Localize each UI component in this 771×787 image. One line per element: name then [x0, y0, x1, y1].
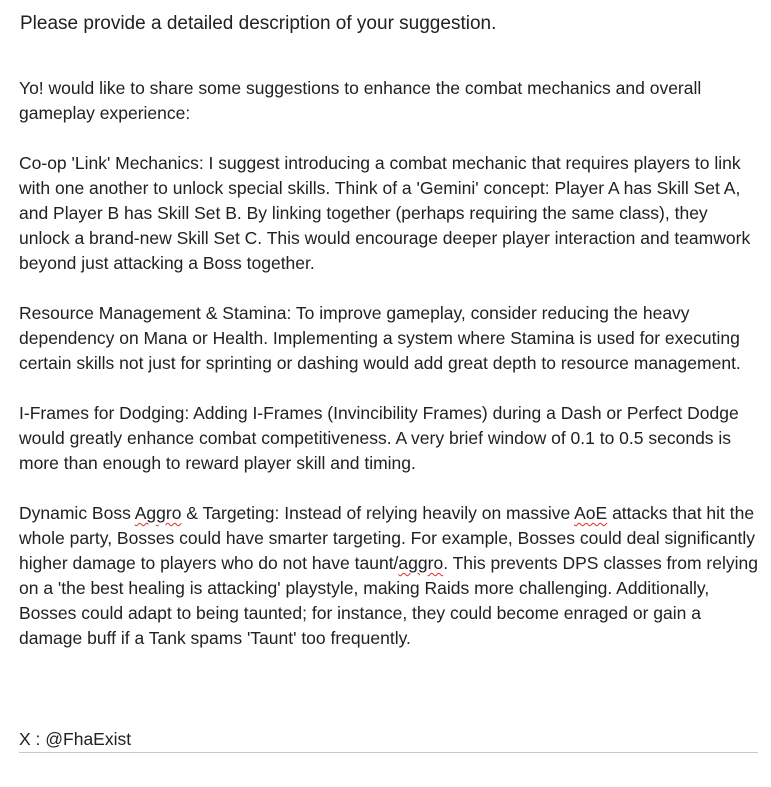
spellcheck-word[interactable]: aggro — [398, 553, 444, 573]
text-segment: & Targeting: Instead of relying heavily on massive — [181, 503, 575, 523]
answer-paragraph-boss-aggro — [19, 501, 761, 651]
spellcheck-word[interactable]: AoE — [574, 503, 608, 523]
answer-paragraph-stamina: Resource Management & Stamina: To improve gameplay, consider reducing the heavy dependency on Mana or Health. Implementing a system where Stamina is used for executing certain skills not just for sprinting or dashing would add great depth to resource management. — [19, 303, 741, 373]
input-underline — [19, 752, 758, 753]
text-segment: attacks that hit the whole party, Bosses could have smarter targeting. For example, Bosses could deal significantly higher damage to players who do not have taunt/ — [19, 503, 756, 573]
answer-paragraph-link-mechanics: Co-op 'Link' Mechanics: I suggest introducing a combat mechanic that requires players to link with one another to unlock special skills. Think of a 'Gemini' concept: Player A has Skill Set A, and Player B has Skill Set B. By linking together (perhaps requiring the same class), they unlock a brand-new Skill Set C. This would encourage deeper player interaction and teamwork beyond just attacking a Boss together. — [19, 153, 751, 273]
question-label: Please provide a detailed description of your suggestion. — [20, 13, 497, 34]
spellcheck-word[interactable]: Aggro — [134, 503, 182, 523]
social-handle-input[interactable]: X : @FhaExist — [19, 729, 132, 749]
suggestion-textarea[interactable] — [19, 76, 761, 651]
text-segment: Dynamic Boss — [19, 503, 135, 523]
text-segment: . This prevents DPS classes from relying on a 'the best healing is attacking' playstyle, making Raids more challenging. Additionally, Bosses could adapt to being taunted; for instance, they could become enraged or gain a damage buff if a Tank spams 'Taunt' too frequently. — [19, 553, 758, 648]
answer-paragraph-iframes: I-Frames for Dodging: Adding I-Frames (Invincibility Frames) during a Dash or Perfect Dodge would greatly enhance combat competitiveness. A very brief window of 0.1 to 0.5 seconds is more than enough to reward player skill and timing. — [19, 403, 739, 473]
answer-intro: Yo! would like to share some suggestions to enhance the combat mechanics and overall gameplay experience: — [19, 78, 702, 123]
